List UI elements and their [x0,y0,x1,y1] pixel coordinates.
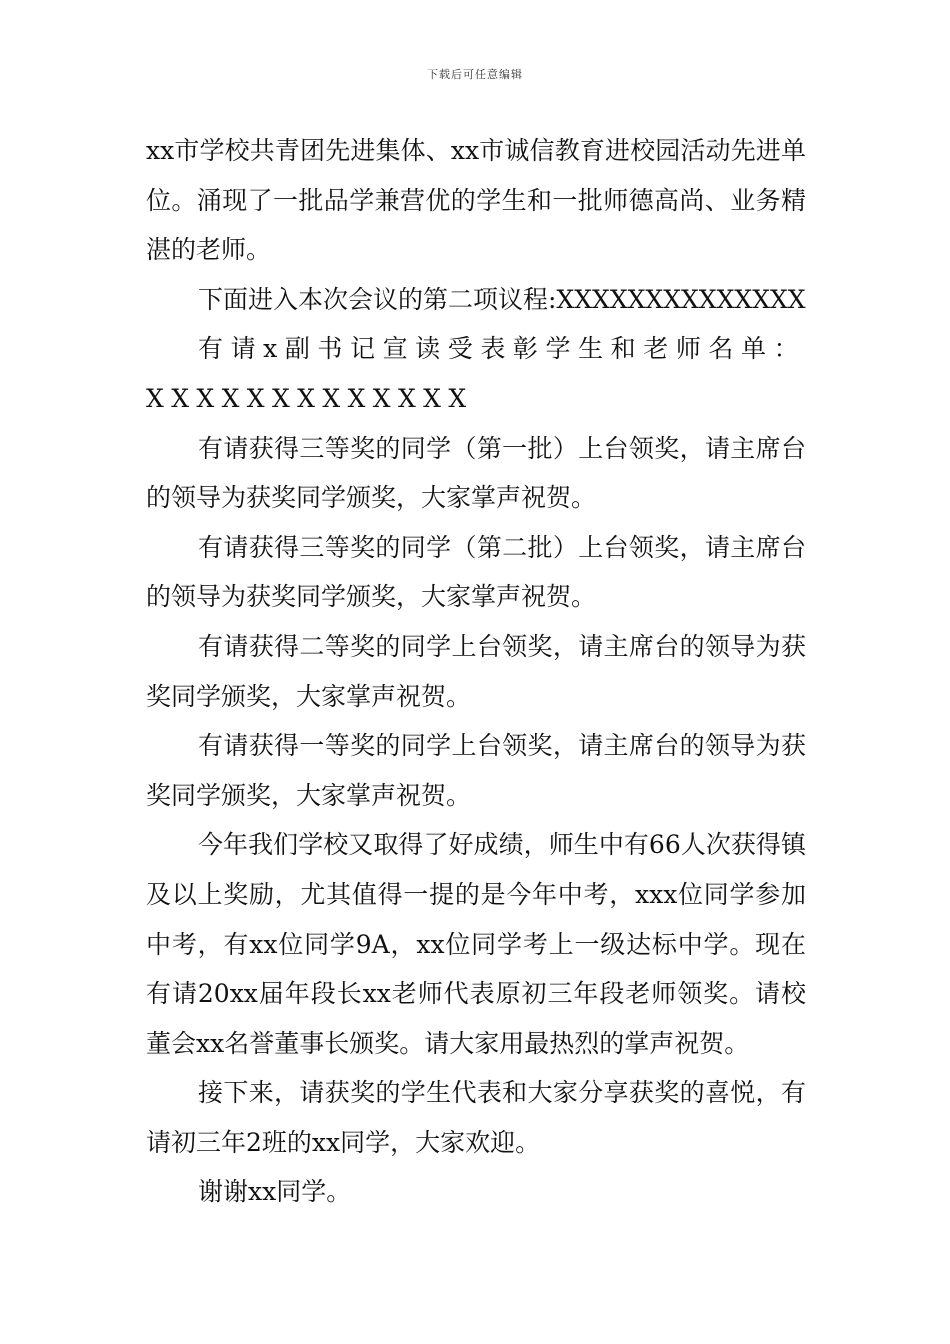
paragraph-achievements: 今年我们学校又取得了好成绩，师生中有66人次获得镇及以上奖励，尤其值得一提的是今年中考，xxx位同学参加中考，有xx位同学9A，xx位同学考上一级达标中学。现在有请20xx届年段长xx老师代表原初三年段老师领奖。请校董会xx名誉董事长颁奖。请大家用最热烈的掌声祝贺。 [146,830,806,1058]
paragraph-student-sharing: 接下来，请获奖的学生代表和大家分享获奖的喜悦，有请初三年2班的xx同学，大家欢迎。 [146,1078,806,1157]
paragraph-thanks: 谢谢xx同学。 [198,1177,352,1207]
paragraph-third-prize-batch-1: 有请获得三等奖的同学（第一批）上台领奖，请主席台的领导为获奖同学颁奖，大家掌声祝贺。 [146,433,806,513]
document-body [146,126,806,1217]
paragraph-name-list: 有请x副书记宣读受表彰学生和老师名单：XXXXXXXXXXXXX [146,334,806,413]
paragraph-first-prize: 有请获得一等奖的同学上台领奖，请主席台的领导为获奖同学颁奖，大家掌声祝贺。 [146,731,806,810]
paragraph-third-prize-batch-2: 有请获得三等奖的同学（第二批）上台领奖，请主席台的领导为获奖同学颁奖，大家掌声祝贺。 [146,532,806,612]
paragraph-continuation: xx市学校共青团先进集体、xx市诚信教育进校园活动先进单位。涌现了一批品学兼营优的学生和一批师德高尚、业务精湛的老师。 [146,136,806,265]
paragraph-agenda-item: 下面进入本次会议的第二项议程:XXXXXXXXXXXXXX [198,284,806,314]
paragraph-second-prize: 有请获得二等奖的同学上台领奖，请主席台的领导为获奖同学颁奖，大家掌声祝贺。 [146,631,806,711]
page-header: 下载后可任意编辑 [427,68,523,81]
